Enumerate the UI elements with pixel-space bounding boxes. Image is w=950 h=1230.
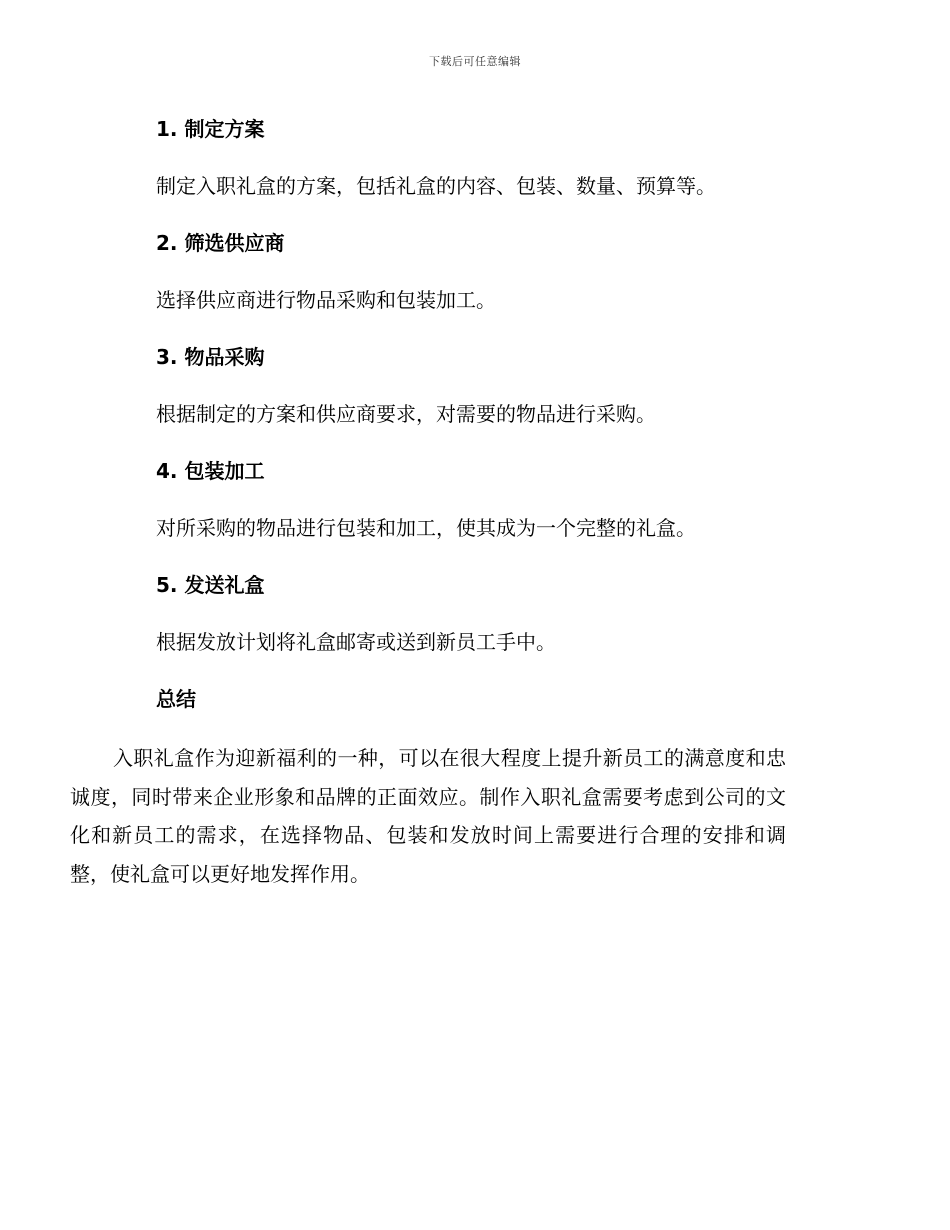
section-heading-2: 2. 筛选供应商 [156,231,285,255]
page-header: 下载后可任意编辑 [429,55,521,68]
section-heading-5: 5. 发送礼盒 [156,573,265,597]
summary-body: 入职礼盒作为迎新福利的一种，可以在很大程度上提升新员工的满意度和忠诚度，同时带来企业形象和品牌的正面效应。制作入职礼盒需要考虑到公司的文化和新员工的需求，在选择物品、包装和发放时间上需要进行合理的安排和调整，使礼盒可以更好地发挥作用。 [70,746,786,886]
summary-heading: 总结 [156,687,196,711]
section-heading-4: 4. 包装加工 [156,459,265,483]
section-heading-3: 3. 物品采购 [156,345,265,369]
document-content [70,112,833,893]
section-body-1: 制定入职礼盒的方案，包括礼盒的内容、包装、数量、预算等。 [156,174,716,198]
section-body-4: 对所采购的物品进行包装和加工，使其成为一个完整的礼盒。 [156,516,696,540]
section-heading-1: 1. 制定方案 [156,117,265,141]
section-body-2: 选择供应商进行物品采购和包装加工。 [156,288,496,312]
section-body-3: 根据制定的方案和供应商要求，对需要的物品进行采购。 [156,402,656,426]
section-body-5: 根据发放计划将礼盒邮寄或送到新员工手中。 [156,630,556,654]
